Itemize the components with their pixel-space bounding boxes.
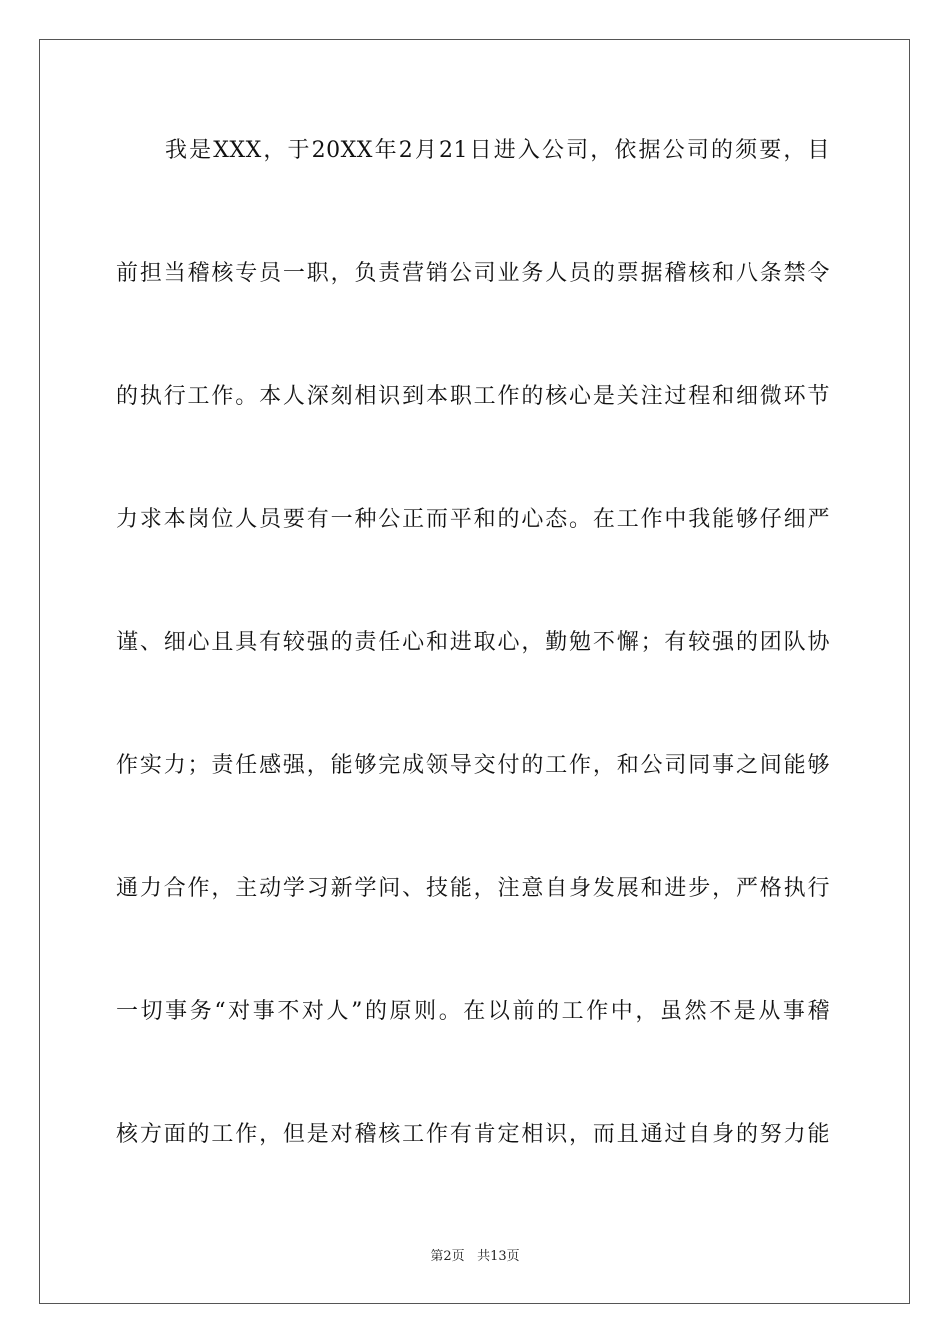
paragraph-line: 核方面的工作，但是对稽核工作有肯定相识，而且通过自身的努力能 xyxy=(116,1122,830,1147)
paragraph-line: 通力合作，主动学习新学问、技能，注意自身发展和进步，严格执行 xyxy=(116,876,830,901)
paragraph-line: 的执行工作。本人深刻相识到本职工作的核心是关注过程和细微环节 xyxy=(116,384,830,409)
paragraph-line: 谨、细心且具有较强的责任心和进取心，勤勉不懈；有较强的团队协 xyxy=(116,630,830,655)
paragraph-line: 力求本岗位人员要有一种公正而平和的心态。在工作中我能够仔细严 xyxy=(116,507,830,532)
paragraph-line: 前担当稽核专员一职，负责营销公司业务人员的票据稽核和八条禁令 xyxy=(116,261,830,286)
page-footer xyxy=(0,1248,950,1266)
paragraph-line: 我是XXX，于20XX年2月21日进入公司，依据公司的须要，目 xyxy=(165,138,830,163)
paragraph-line: 作实力；责任感强，能够完成领导交付的工作，和公司同事之间能够 xyxy=(116,753,830,778)
paragraph-line: 一切事务“对事不对人”的原则。在以前的工作中，虽然不是从事稽 xyxy=(116,999,830,1024)
page-border xyxy=(39,39,910,1304)
total-pages: 共13页 xyxy=(477,1249,520,1264)
page-number: 第2页 xyxy=(430,1249,465,1264)
